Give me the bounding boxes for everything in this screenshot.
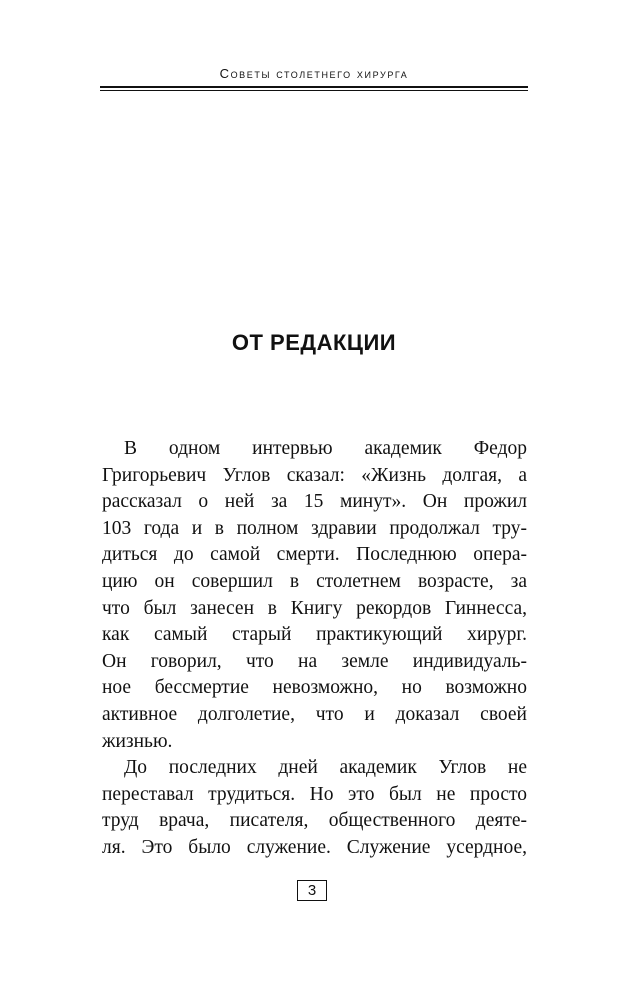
header-rule-thin <box>100 90 528 91</box>
body-line: активное долголетие, что и доказал своей <box>102 703 527 725</box>
body-line: переставал трудиться. Но это был не просто <box>102 783 527 805</box>
header-rule-thick <box>100 86 528 88</box>
body-line: До последних дней академик Углов не <box>124 757 527 779</box>
body-line: рассказал о ней за 15 минут». Он прожил <box>102 491 527 513</box>
body-line: цию он совершил в столетнем возрасте, за <box>102 570 527 592</box>
body-line: Григорьевич Углов сказал: «Жизнь долгая, а <box>102 464 527 486</box>
body-line: ля. Это было служение. Служение усердное, <box>102 836 527 858</box>
body-line: Он говорил, что на земле индивидуаль- <box>102 650 527 672</box>
section-heading: ОТ РЕДАКЦИИ <box>231 330 397 355</box>
body-line: труд врача, писателя, общественного деяте- <box>102 810 527 832</box>
body-text <box>102 436 527 862</box>
running-head: Советы столетнего хирурга <box>219 66 409 81</box>
body-line: ное бессмертие невозможно, но возможно <box>102 677 527 699</box>
body-line: как самый старый практикующий хирург. <box>102 624 527 646</box>
body-line: В одном интервью академик Федор <box>124 438 527 459</box>
body-line: 103 года и в полном здравии продолжал тру- <box>102 517 527 539</box>
page-number: 3 <box>297 880 327 901</box>
body-line: жизнью. <box>102 730 173 752</box>
body-line: что был занесен в Книгу рекордов Гиннесса, <box>102 597 527 619</box>
body-line: диться до самой смерти. Последнюю опера- <box>102 544 527 566</box>
